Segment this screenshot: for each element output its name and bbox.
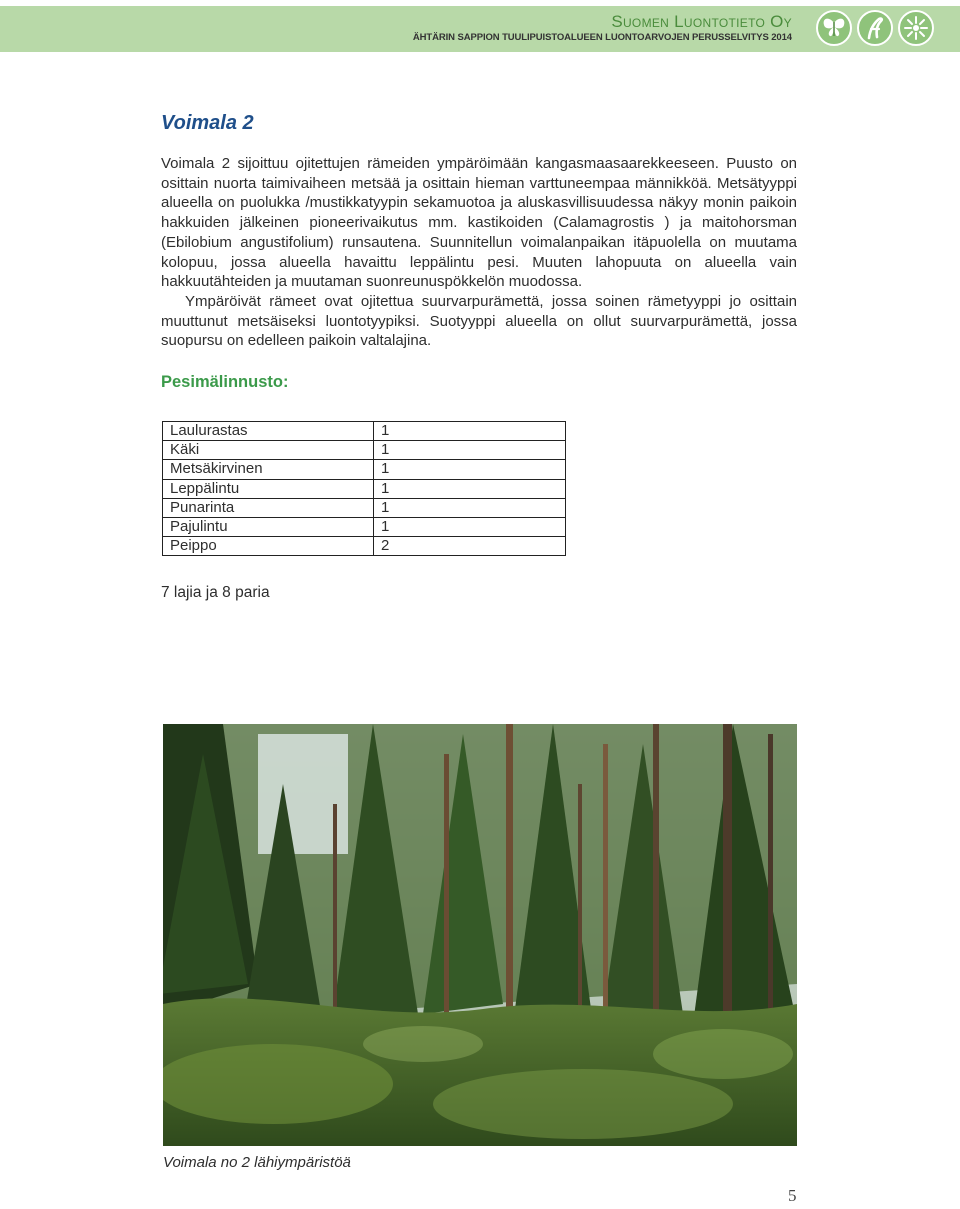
bird-icon [857, 10, 893, 46]
table-row [163, 517, 566, 536]
table-row [163, 498, 566, 517]
section-body [161, 154, 797, 351]
bird-name: Peippo [163, 537, 374, 556]
table-row [163, 479, 566, 498]
bird-name: Punarinta [163, 498, 374, 517]
bird-count: 1 [374, 479, 566, 498]
table-row [163, 460, 566, 479]
table-row [163, 441, 566, 460]
plant-icon [898, 10, 934, 46]
body-paragraph: Ympäröivät rämeet ovat ojitettua suurvarpurämettä, jossa soinen rämetyyppi jo osittain muuttunut metsäiseksi luontotyypiksi. Suotyyppi alueella on ollut suurvarpurämettä, jossa suopursu on edelleen paikoin valtalajina. [161, 292, 797, 350]
body-paragraph: Voimala 2 sijoittuu ojitettujen rämeiden ympäröimään kangasmaasaarekkeeseen. Puusto on osittain nuorta taimivaiheen metsää ja osittain hieman varttuneempaa männikköä. Metsätyyppi alueella on puolukka /mustikkatyypin sekamuotoa ja aluskasvillisuudessa näkyy monin paikoin hakkuiden jälkeinen pioneerivaikutus mm. kastikoiden (Calamagrostis ) ja maitohorsman (Ebilobium angustifolium) runsautena. Suunnitellun voimalanpaikan itäpuolella on muutama kolopuu, jossa alueella havaittu leppälintu pesi. Muuten lahopuuta on alueella vain hakkuutähteiden ja muutaman suonreunuspökkelön muodossa. [161, 155, 797, 291]
report-subtitle: ÄHTÄRIN SAPPION TUULIPUISTOALUEEN LUONTOARVOJEN PERUSSELVITYS 2014 [412, 32, 792, 43]
species-summary: 7 lajia ja 8 paria [161, 584, 270, 601]
bird-count: 1 [374, 517, 566, 536]
butterfly-icon [816, 10, 852, 46]
breeding-birds-table [162, 421, 566, 556]
brand-name: Suomen Luontotieto Oy [611, 12, 792, 31]
table-row [163, 422, 566, 441]
bird-count: 1 [374, 498, 566, 517]
photo-caption: Voimala no 2 lähiympäristöä [163, 1154, 351, 1171]
bird-count: 1 [374, 460, 566, 479]
breeding-birds-title: Pesimälinnusto: [161, 373, 289, 391]
bird-name: Metsäkirvinen [163, 460, 374, 479]
bird-count: 2 [374, 537, 566, 556]
forest-photo [163, 724, 797, 1146]
page-number: 5 [788, 1186, 797, 1205]
bird-name: Laulurastas [163, 422, 374, 441]
bird-count: 1 [374, 441, 566, 460]
section-title: Voimala 2 [161, 112, 254, 134]
logo-group [816, 10, 946, 50]
bird-count: 1 [374, 422, 566, 441]
bird-name: Leppälintu [163, 479, 374, 498]
table-row [163, 537, 566, 556]
bird-name: Käki [163, 441, 374, 460]
bird-name: Pajulintu [163, 517, 374, 536]
